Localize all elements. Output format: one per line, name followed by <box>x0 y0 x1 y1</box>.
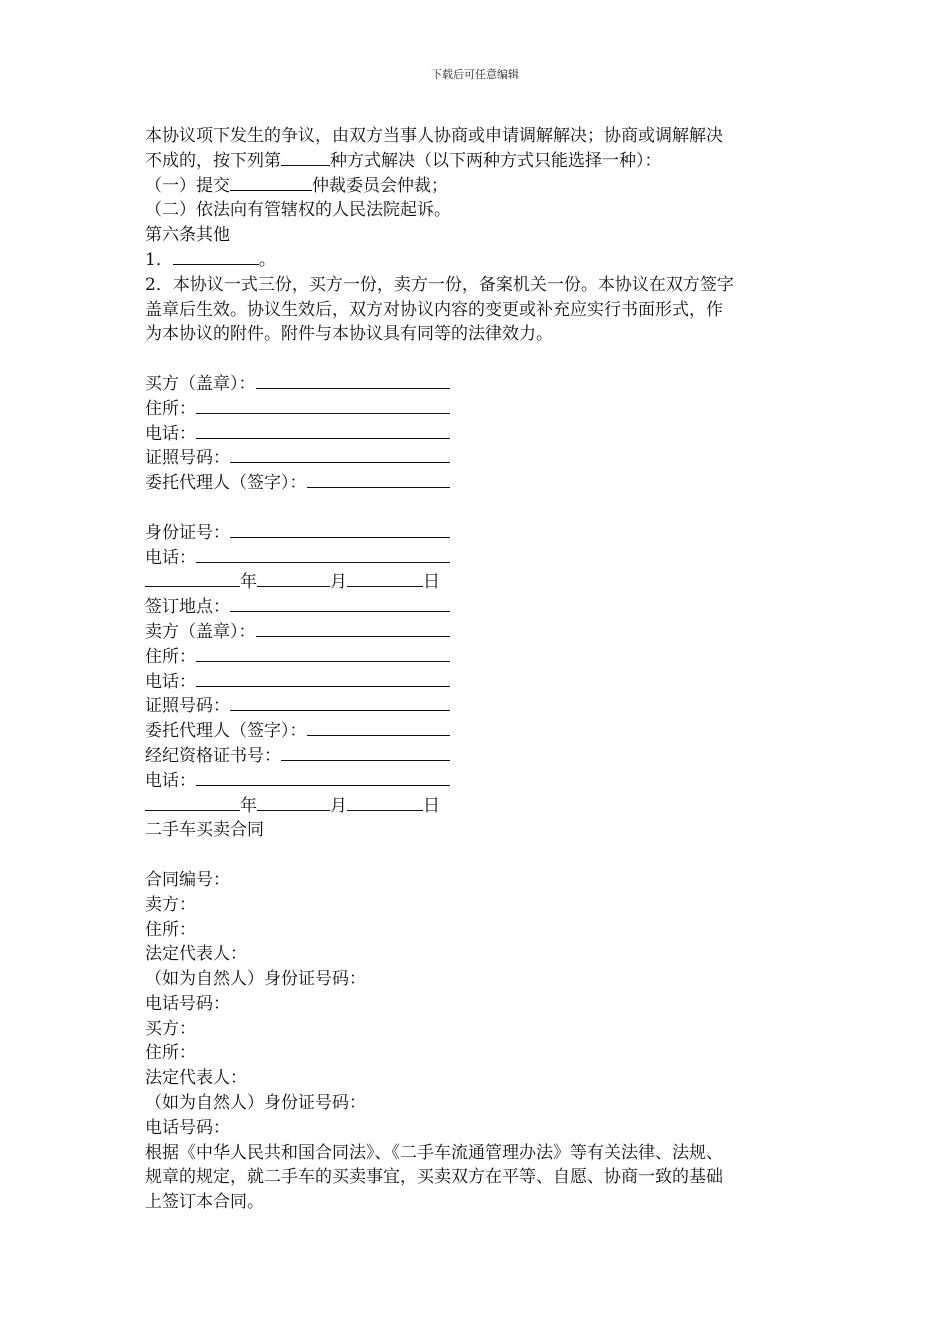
seller-legal-rep-label: 法定代表人： <box>145 944 247 965</box>
seller-agent-phone-blank[interactable] <box>196 769 450 786</box>
buyer-seal-blank[interactable] <box>256 372 451 389</box>
buyer-license-blank[interactable] <box>230 446 450 463</box>
buyer-seal-row: 买方（盖章）： <box>145 372 450 397</box>
seller-seal-row: 卖方（盖章）： <box>145 620 450 645</box>
document-body <box>145 124 825 1215</box>
option-arbitration: （一）提交 仲裁委员会仲裁； <box>145 175 448 196</box>
buyer-agent-phone-row: 电话： <box>145 546 450 571</box>
broker-cert-row: 经纪资格证书号： <box>145 744 450 769</box>
buyer-date-row: 年 月 日 <box>145 570 450 595</box>
buyer-address-blank[interactable] <box>196 397 450 414</box>
arbitration-commission-blank[interactable] <box>230 174 312 191</box>
basis-paragraph-line3: 上签订本合同。 <box>145 1192 264 1213</box>
seller-month-blank[interactable] <box>257 794 330 811</box>
buyer-natural-id-label: （如为自然人）身份证号码： <box>145 1093 366 1114</box>
seller-seal-blank[interactable] <box>256 620 451 637</box>
other-item-2-line2: 盖章后生效。协议生效后，双方对协议内容的变更或补充应实行书面形式，作 <box>145 299 723 320</box>
spacer <box>145 347 825 372</box>
seller-agent-blank[interactable] <box>307 719 451 736</box>
seller-phone-label: 电话号码： <box>145 993 230 1014</box>
seller-address-label: 住所： <box>145 919 196 940</box>
broker-cert-blank[interactable] <box>281 744 450 761</box>
buyer-id-blank[interactable] <box>230 521 450 538</box>
buyer-agent-phone-blank[interactable] <box>196 546 450 563</box>
article-six-heading: 第六条其他 <box>145 225 230 246</box>
spacer <box>145 496 825 521</box>
sign-place-row: 签订地点： <box>145 595 450 620</box>
seller-natural-id-label: （如为自然人）身份证号码： <box>145 969 366 990</box>
buyer-label: 买方： <box>145 1018 196 1039</box>
seller-agent-row: 委托代理人（签字）： <box>145 719 450 744</box>
seller-address-row: 住所： <box>145 645 450 670</box>
seller-label: 卖方： <box>145 894 196 915</box>
basis-paragraph-line1: 根据《中华人民共和国合同法》、《二手车流通管理办法》等有关法律、法规、 <box>145 1142 723 1163</box>
spacer <box>145 843 825 868</box>
seller-address-blank[interactable] <box>196 645 450 662</box>
seller-day-blank[interactable] <box>347 794 423 811</box>
other-item-2-line3: 为本协议的附件。附件与本协议具有同等的法律效力。 <box>145 324 553 345</box>
buyer-agent-blank[interactable] <box>307 471 451 488</box>
seller-license-blank[interactable] <box>230 694 450 711</box>
seller-phone-row: 电话： <box>145 670 450 695</box>
seller-license-row: 证照号码： <box>145 694 450 719</box>
buyer-day-blank[interactable] <box>347 570 423 587</box>
contract-title: 二手车买卖合同 <box>145 820 264 841</box>
buyer-agent-row: 委托代理人（签字）： <box>145 471 450 496</box>
buyer-license-row: 证照号码： <box>145 446 450 471</box>
other-item-2-line1: 2．本协议一式三份，买方一份，卖方一份，备案机关一份。本协议在双方签字 <box>145 274 734 295</box>
option-court: （二）依法向有管辖权的人民法院起诉。 <box>145 200 451 221</box>
buyer-phone-blank[interactable] <box>196 422 450 439</box>
paragraph-dispute-line2: 不成的，按下列第 种方式解决（以下两种方式只能选择一种）： <box>145 150 662 171</box>
buyer-year-blank[interactable] <box>145 570 240 587</box>
sign-place-blank[interactable] <box>230 595 450 612</box>
seller-date-row: 年 月 日 <box>145 794 450 819</box>
buyer-address-label: 住所： <box>145 1043 196 1064</box>
contract-no-label: 合同编号： <box>145 869 230 890</box>
buyer-address-row: 住所： <box>145 397 450 422</box>
seller-year-blank[interactable] <box>145 794 240 811</box>
seller-phone-blank[interactable] <box>196 670 450 687</box>
other-item-1: 1． 。 <box>145 249 276 270</box>
buyer-phone-row: 电话： <box>145 422 450 447</box>
other-item-1-blank[interactable] <box>173 248 259 265</box>
dispute-method-blank[interactable] <box>281 149 330 166</box>
seller-agent-phone-row: 电话： <box>145 769 450 794</box>
buyer-id-row: 身份证号： <box>145 521 450 546</box>
buyer-legal-rep-label: 法定代表人： <box>145 1068 247 1089</box>
buyer-month-blank[interactable] <box>257 570 330 587</box>
buyer-phone-label: 电话号码： <box>145 1117 230 1138</box>
page-header-note: 下载后可任意编辑 <box>431 68 519 81</box>
paragraph-dispute-line1: 本协议项下发生的争议，由双方当事人协商或申请调解解决；协商或调解解决 <box>145 126 723 146</box>
basis-paragraph-line2: 规章的规定，就二手车的买卖事宜，买卖双方在平等、自愿、协商一致的基础 <box>145 1167 723 1188</box>
